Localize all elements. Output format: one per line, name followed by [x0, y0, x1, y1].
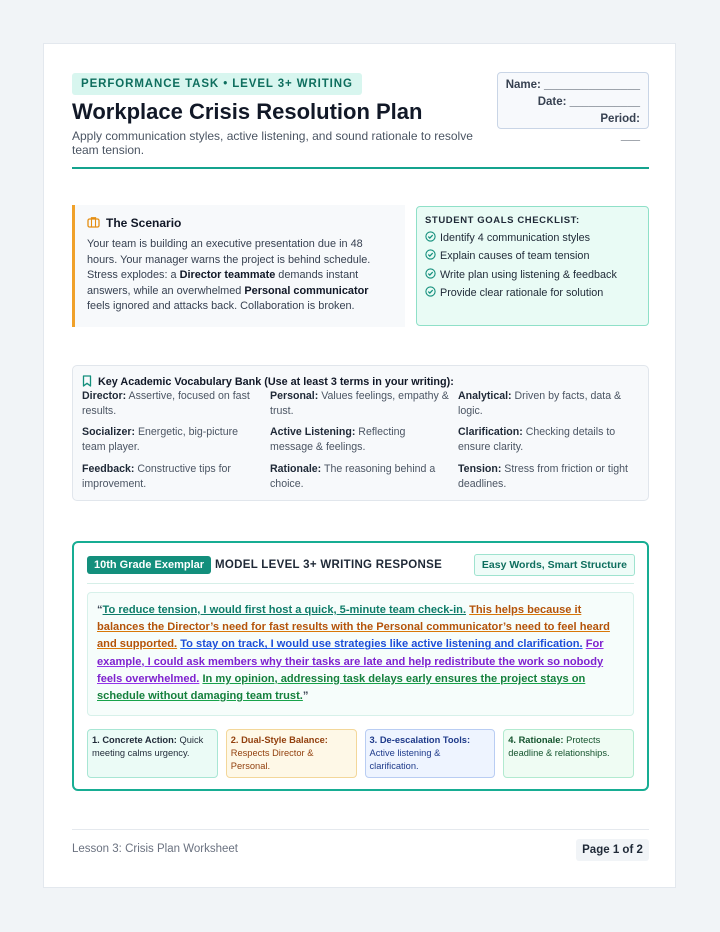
term-definition: The reasoning behind a choice.: [270, 462, 436, 490]
student-info-box: [497, 72, 649, 142]
vocab-term: [82, 462, 270, 498]
goal-label: Identify 4 communication styles: [440, 232, 591, 245]
term-definition: Reflecting message & feelings.: [270, 426, 406, 454]
term-definition: Values feelings, empathy & trust.: [270, 390, 449, 417]
term-name: Clarification:: [458, 426, 523, 439]
date-period-line: Date: ___________ Period:: [537, 96, 640, 125]
goal-label: Explain causes of team tension: [440, 250, 590, 263]
grade-badge: 10th Grade Exemplar: [87, 556, 211, 574]
term-name: Personal:: [270, 390, 319, 402]
rubric-label: 2. Dual-Style Balance:: [230, 735, 328, 745]
rubric-text: Protects deadline & relationships.: [508, 735, 610, 758]
vocab-term: [458, 462, 638, 498]
term-definition: Driven by facts, data & logic.: [458, 390, 622, 417]
vocabulary-heading-label: Key Academic Vocabulary Bank (Use at least 3 terms in your writing):: [98, 376, 454, 388]
vocab-term: [270, 425, 458, 461]
vocab-term: [458, 389, 638, 425]
scenario-text-part: Your team is building an executive presentation due in 48 hours. Your manager warns the project is behind schedule. Stress explodes: a: [87, 238, 371, 282]
scenario-text-part: demands instant answers, while an overwhelmed: [87, 269, 359, 297]
vocab-term: [270, 389, 458, 425]
term-definition: Assertive, focused on fast results.: [82, 390, 250, 417]
check-circle-icon: [425, 231, 436, 245]
scenario-bold-personal: Personal communicator: [244, 284, 369, 297]
goals-heading: STUDENT GOALS CHECKLIST:: [425, 215, 580, 226]
rubric-text: Respects Director & Personal.: [230, 748, 314, 771]
vocab-term: [270, 462, 458, 498]
essay-sentence-balance: This helps because it balances the Director’s need for fast results with the Personal communicator’s need to feel heard and supported.: [97, 604, 610, 651]
vocabulary-grid: [82, 389, 639, 498]
close-quote: ”: [302, 690, 309, 703]
briefcase-icon: [87, 216, 100, 231]
page-title: Workplace Crisis Resolution Plan: [72, 99, 423, 124]
term-name: Socializer:: [82, 426, 135, 439]
vocab-term: [82, 389, 270, 425]
essay-sentence-rationale: In my opinion, addressing task delays early ensures the project stays on schedule without damaging team trust.: [97, 672, 586, 703]
worksheet-page: [43, 43, 676, 888]
rubric-box: [365, 729, 496, 778]
scenario-bold-director: Director teammate: [179, 269, 276, 282]
lesson-label: Lesson 3: Crisis Plan Worksheet: [72, 843, 238, 855]
bookmark-icon: [82, 375, 92, 390]
check-circle-icon: [425, 249, 436, 263]
rubric-label: 4. Rationale:: [508, 735, 564, 745]
scenario-heading: [87, 215, 391, 231]
vocab-term: [458, 425, 638, 461]
task-tag: PERFORMANCE TASK • LEVEL 3+ WRITING: [72, 73, 362, 95]
term-definition: Constructive tips for improvement.: [82, 462, 231, 490]
scenario-text-part: feels ignored and attacks back. Collaboration is broken.: [87, 300, 355, 313]
essay-sentence-action: To reduce tension, I would first host a quick, 5-minute team check-in.: [102, 604, 467, 616]
name-line: Name: _______________: [505, 79, 640, 91]
goal-item: [425, 229, 640, 247]
term-name: Tension:: [458, 462, 502, 475]
term-name: Active Listening:: [270, 426, 356, 439]
rubric-text: Active listening & clarification.: [369, 748, 441, 771]
rubric-label: 1. Concrete Action:: [92, 735, 177, 745]
scenario-card: [72, 205, 405, 327]
term-definition: Energetic, big-picture team player.: [82, 426, 239, 454]
rubric-box: [503, 729, 634, 778]
model-essay: [87, 592, 634, 716]
term-name: Rationale:: [270, 462, 322, 475]
term-definition: Stress from friction or tight deadlines.: [458, 462, 628, 490]
rubric-box: [226, 729, 357, 778]
scenario-heading-label: The Scenario: [106, 216, 182, 230]
vocab-term: [82, 425, 270, 461]
scenario-text: [87, 237, 391, 315]
goal-item: [425, 284, 640, 302]
vocabulary-heading: [82, 375, 639, 389]
goal-label: Write plan using listening & feedback: [440, 268, 617, 281]
vocabulary-bank: [72, 365, 649, 501]
page-number: Page 1 of 2: [576, 839, 649, 861]
check-circle-icon: [425, 268, 436, 282]
easy-words-badge: Easy Words, Smart Structure: [474, 554, 635, 576]
model-response-title: MODEL LEVEL 3+ WRITING RESPONSE: [215, 559, 443, 571]
open-quote: “: [97, 604, 103, 616]
goal-label: Provide clear rationale for solution: [440, 287, 604, 300]
term-name: Analytical:: [458, 390, 512, 402]
check-circle-icon: [425, 286, 436, 300]
rubric-text: Quick meeting calms urgency.: [92, 735, 204, 758]
rubric-boxes: [87, 729, 634, 778]
essay-sentence-example: For example, I could ask members why their tasks are late and help redistribute the work so nobody feels overwhelmed.: [97, 638, 604, 685]
essay-sentence-tools: To stay on track, I would use strategies like active listening and clarification.: [180, 638, 583, 651]
rubric-box: [87, 729, 218, 778]
footer-divider: [72, 829, 649, 830]
page-subtitle: Apply communication styles, active listening, and sound rationale to resolve team tension.: [72, 129, 473, 157]
term-name: Feedback:: [82, 462, 135, 475]
rubric-label: 3. De-escalation Tools:: [369, 735, 471, 745]
model-divider: [87, 583, 634, 584]
goal-item: [425, 266, 640, 284]
model-response-card: [72, 541, 649, 791]
goals-checklist: [416, 206, 649, 326]
goal-item: [425, 247, 640, 265]
header-divider: [72, 167, 649, 169]
period-blank: ___: [620, 130, 640, 142]
term-name: Director:: [82, 390, 127, 402]
term-definition: Checking details to ensure clarity.: [458, 426, 616, 454]
